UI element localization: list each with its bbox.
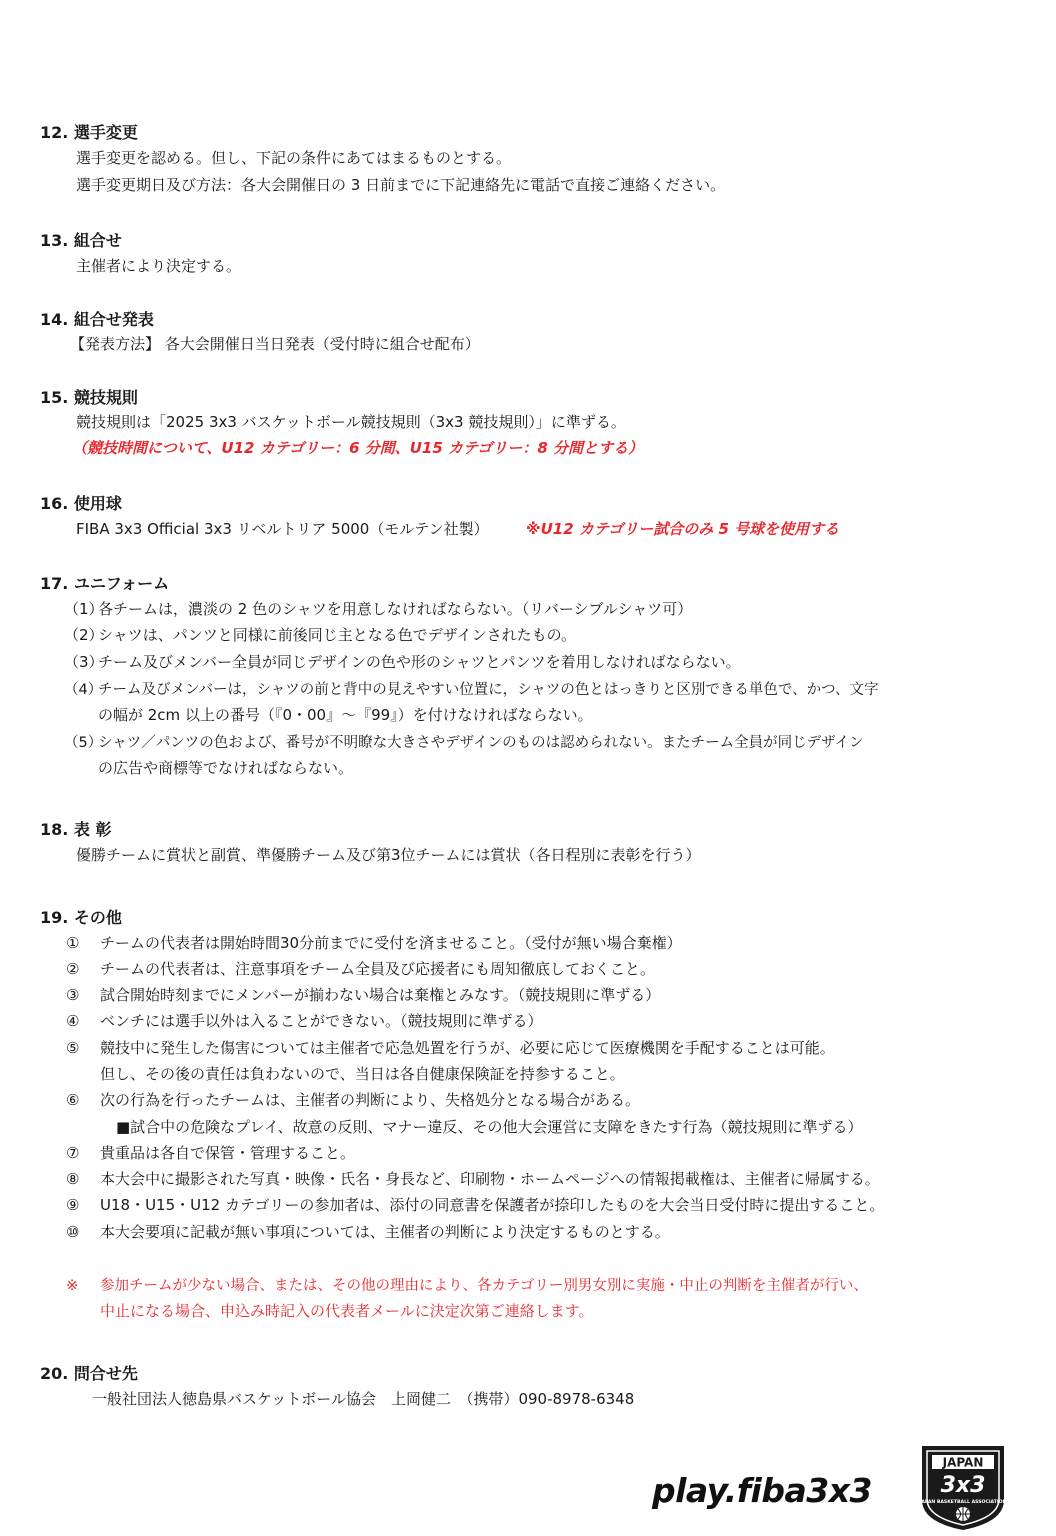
badge-mid-text: 3x3 xyxy=(940,1473,986,1498)
notice-line: 中止になる場合、申込み時記入の代表者メールに決定次第ご連絡します。 xyxy=(100,1302,594,1320)
item-number: （1） xyxy=(64,600,104,618)
item-text: シャツ／パンツの色および、番号が不明瞭な大きさやデザインのものは認められない。またチーム全員が同じデザイン xyxy=(98,735,864,751)
section-title: 19. その他 xyxy=(40,908,122,927)
notice xyxy=(66,1274,868,1295)
section-title: 16. 使用球 xyxy=(40,494,122,513)
item-number: ⑥ xyxy=(66,1091,80,1109)
item-number: （3） xyxy=(64,653,104,671)
list-item xyxy=(64,651,741,672)
section-line: FIBA 3x3 Official 3x3 リベルトリア 5000（モルテン社製） xyxy=(76,520,489,538)
item-text: 本大会要項に記載が無い事項については、主催者の判断により決定するものとする。 xyxy=(100,1223,670,1241)
list-item xyxy=(64,678,879,699)
item-number: ② xyxy=(66,960,80,978)
section-line: 【発表方法】 各大会開催日当日発表（受付時に組合せ配布） xyxy=(70,335,480,353)
japan-3x3-badge-icon xyxy=(916,1442,1010,1532)
list-item xyxy=(66,1010,543,1031)
item-number: （4） xyxy=(64,682,103,698)
section-line: 選手変更を認める。但し、下記の条件にあてはまるものとする。 xyxy=(76,149,512,167)
item-text: 競技中に発生した傷害については主催者で応急処置を行うが、必要に応じて医療機関を手配することは可能。 xyxy=(100,1039,835,1057)
list-item xyxy=(64,624,576,645)
list-item xyxy=(66,932,682,953)
notice-mark: ※ xyxy=(66,1278,79,1294)
list-item xyxy=(66,1142,355,1163)
item-continuation: の幅が 2cm 以上の番号（『0・00』～『99』）を付けなければならない。 xyxy=(98,706,593,724)
list-item xyxy=(64,598,692,619)
list-item xyxy=(66,1221,670,1242)
list-item xyxy=(64,731,864,752)
section-line: 競技規則は「2025 3x3 バスケットボール競技規則（3x3 競技規則）」に準ずる。 xyxy=(76,413,626,431)
section-line: 主催者により決定する。 xyxy=(76,257,242,275)
section-title: 18. 表 彰 xyxy=(40,820,112,839)
list-item xyxy=(66,984,660,1005)
item-text: シャツは、パンツと同様に前後同じ主となる色でデザインされたもの。 xyxy=(98,626,577,644)
item-text: チームの代表者は開始時間30分前までに受付を済ませること。（受付が無い場合棄権） xyxy=(100,934,682,952)
play-fiba3x3-logo: play.fiba3x3 xyxy=(652,1471,872,1510)
item-number: ③ xyxy=(66,986,80,1004)
item-number: ⑧ xyxy=(66,1170,80,1188)
section-title: 13. 組合せ xyxy=(40,231,122,250)
list-item xyxy=(66,1089,640,1110)
section-title: 17. ユニフォーム xyxy=(40,574,170,593)
badge-bottom-text: JAPAN BASKETBALL ASSOCIATION xyxy=(919,1500,1007,1505)
item-subnote: ■試合中の危険なプレイ、故意の反則、マナー違反、その他大会運営に支障をきたす行為（競技規則に準ずる） xyxy=(116,1118,863,1136)
badge-top-text: JAPAN xyxy=(942,1455,984,1470)
item-continuation: 但し、その後の責任は負わないので、当日は各自健康保険証を持参すること。 xyxy=(100,1065,625,1083)
section-title: 12. 選手変更 xyxy=(40,123,138,142)
section-line: 選手変更期日及び方法：各大会開催日の 3 日前までに下記連絡先に電話で直接ご連絡ください。 xyxy=(76,176,726,194)
notice-line: 参加チームが少ない場合、または、その他の理由により、各カテゴリー別男女別に実施・中止の判断を主催者が行い、 xyxy=(100,1278,868,1294)
item-continuation: の広告や商標等でなければならない。 xyxy=(98,759,354,777)
section-title: 15. 競技規則 xyxy=(40,388,138,407)
item-text: ベンチには選手以外は入ることができない。（競技規則に準ずる） xyxy=(100,1012,543,1030)
list-item xyxy=(66,1168,880,1189)
item-text: 試合開始時刻までにメンバーが揃わない場合は棄権とみなす。（競技規則に準ずる） xyxy=(100,986,661,1004)
contact-line: 一般社団法人徳島県バスケットボール協会 上岡健二 （携帯）090-8978-6348 xyxy=(92,1390,635,1408)
item-number: ⑩ xyxy=(66,1223,80,1241)
list-item xyxy=(66,1194,884,1215)
item-number: ① xyxy=(66,934,80,952)
item-text: チーム及びメンバーは，シャツの前と背中の見えやすい位置に，シャツの色とはっきりと区別できる単色で、かつ、文字 xyxy=(98,682,879,698)
item-number: ⑤ xyxy=(66,1039,80,1057)
item-text: 貴重品は各自で保管・管理すること。 xyxy=(100,1144,356,1162)
item-number: ⑦ xyxy=(66,1144,80,1162)
list-item xyxy=(66,958,655,979)
red-note: （競技時間について、U12 カテゴリー：6 分間、U15 カテゴリー：8 分間とする） xyxy=(72,439,644,457)
item-text: 各チームは，濃淡の 2 色のシャツを用意しなければならない。（リバーシブルシャツ可） xyxy=(98,600,693,618)
red-note: ※U12 カテゴリー試合のみ 5 号球を使用する xyxy=(526,520,840,538)
item-text: チーム及びメンバー全員が同じデザインの色や形のシャツとパンツを着用しなければならない。 xyxy=(98,653,741,671)
item-number: （5） xyxy=(64,735,103,751)
item-text: 本大会中に撮影された写真・映像・氏名・身長など、印刷物・ホームページへの情報掲載権は、主催者に帰属する。 xyxy=(100,1170,880,1188)
item-number: （2） xyxy=(64,626,104,644)
item-text: チームの代表者は、注意事項をチーム全員及び応援者にも周知徹底しておくこと。 xyxy=(100,960,656,978)
section-title: 14. 組合せ発表 xyxy=(40,310,154,329)
section-title: 20. 問合せ先 xyxy=(40,1364,138,1383)
list-item xyxy=(66,1037,835,1058)
section-line: 優勝チームに賞状と副賞、準優勝チーム及び第3位チームには賞状（各日程別に表彰を行う） xyxy=(76,846,701,864)
item-text: 次の行為を行ったチームは、主催者の判断により、失格処分となる場合がある。 xyxy=(100,1091,641,1109)
item-number: ⑨ xyxy=(66,1196,80,1214)
item-text: U18・U15・U12 カテゴリーの参加者は、添付の同意書を保護者が捺印したものを大会当日受付時に提出すること。 xyxy=(100,1196,885,1214)
item-number: ④ xyxy=(66,1012,80,1030)
